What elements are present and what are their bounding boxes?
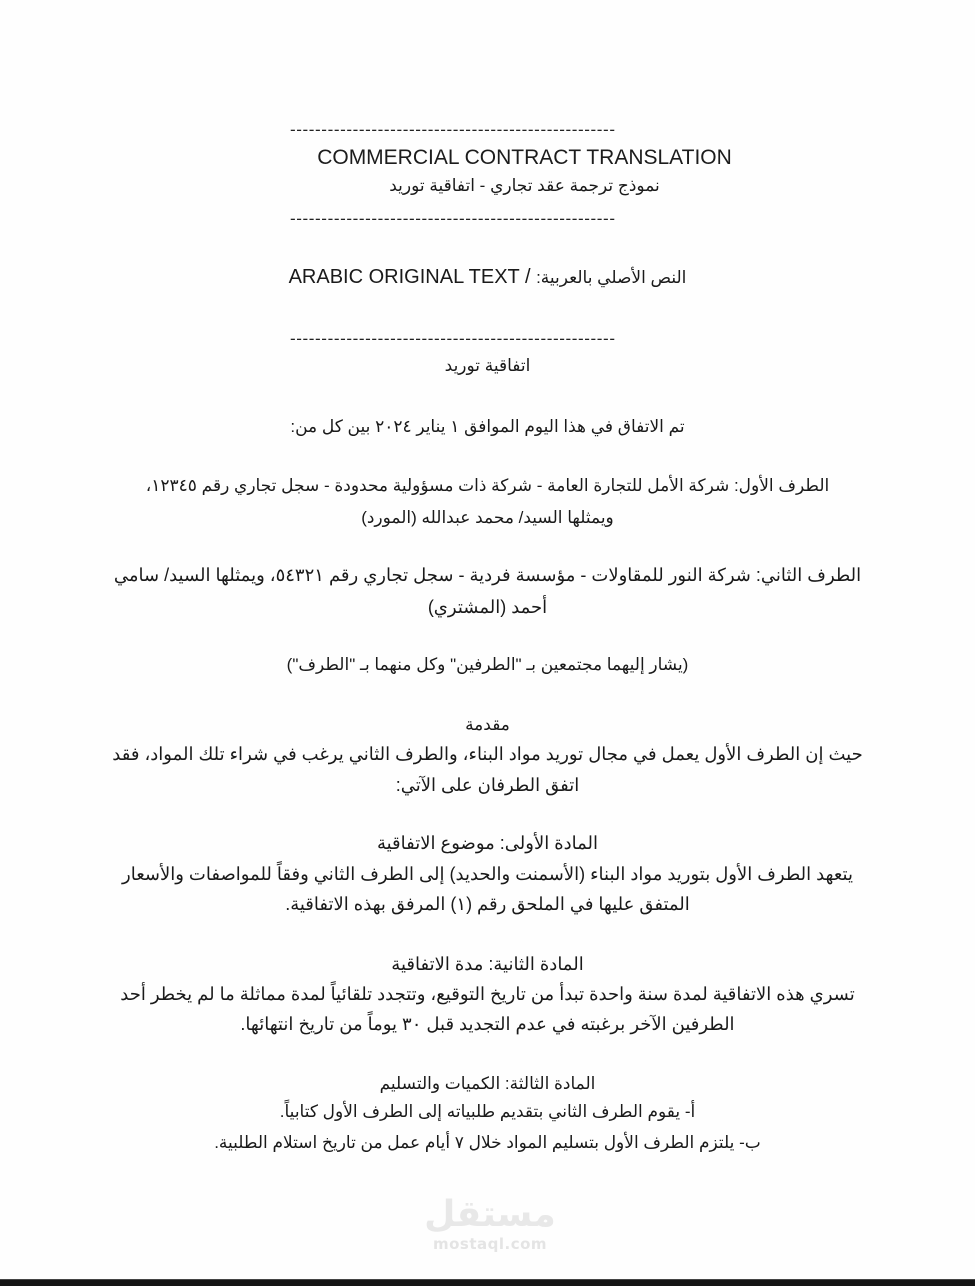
article-3-line-2: ب- يلتزم الطرف الأول بتسليم المواد خلال ٧ أيام عمل من تاريخ استلام الطلبية. [214,1133,761,1152]
watermark-logo-ar: مستقل [424,1194,556,1235]
article-2-heading: المادة الثانية: مدة الاتفاقية [391,954,584,974]
preamble-line-2: اتفق الطرفان على الآتي: [395,775,580,795]
party-one-line-1: الطرف الأول: شركة الأمل للتجارة العامة - شركة ذات مسؤولية محدودة - سجل تجاري رقم ١٢٣٤٥، [145,476,830,495]
parties-definition: (يشار إليهما مجتمعين بـ "الطرفين" وكل منهما بـ "الطرف") [286,655,689,674]
agreement-title: اتفاقية توريد [444,356,531,375]
article-3-line-1: أ- يقوم الطرف الثاني بتقديم طلبياته إلى الطرف الأول كتابياً. [279,1102,696,1121]
article-2-line-2: الطرفين الآخر برغبته في عدم التجديد قبل ٣٠ يوماً من تاريخ انتهائها. [240,1014,735,1034]
watermark-domain: mostaql.com [432,1235,548,1253]
party-two-line-1: الطرف الثاني: شركة النور للمقاولات - مؤسسة فردية - سجل تجاري رقم ٥٤٣٢١، ويمثلها السيد/ سامي [113,565,862,585]
preamble-heading: مقدمة [465,715,510,734]
mostaql-watermark [420,1195,560,1253]
article-1-line-2: المتفق عليها في الملحق رقم (١) المرفق بهذه الاتفاقية. [285,894,690,914]
separator-top: ---------------------------------------------------- [290,121,616,138]
section-label-en: ARABIC ORIGINAL TEXT / [288,266,531,288]
preamble-line-1: حيث إن الطرف الأول يعمل في مجال توريد مواد البناء، والطرف الثاني يرغب في شراء تلك المواد، فقد [112,744,863,764]
section-label-ar: النص الأصلي بالعربية: [536,268,687,287]
article-2-line-1: تسري هذه الاتفاقية لمدة سنة واحدة تبدأ من تاريخ التوقيع، وتتجدد تلقائياً لمدة مماثلة ما لم يخطر أحد [120,984,855,1004]
intro-line: تم الاتفاق في هذا اليوم الموافق ١ يناير ٢٠٢٤ بين كل من: [290,417,685,436]
separator-after-title: ---------------------------------------------------- [290,210,616,227]
party-two-line-2: أحمد (المشتري) [427,597,548,617]
article-1-heading: المادة الأولى: موضوع الاتفاقية [376,833,599,853]
article-3-heading: المادة الثالثة: الكميات والتسليم [379,1074,596,1093]
document-title-ar: نموذج ترجمة عقد تجاري - اتفاقية توريد [389,176,660,195]
separator-before-text: ---------------------------------------------------- [290,330,616,347]
document-title-en: COMMERCIAL CONTRACT TRANSLATION [317,146,732,169]
section-label [0,267,975,287]
party-one-line-2: ويمثلها السيد/ محمد عبدالله (المورد) [361,508,614,527]
article-1-line-1: يتعهد الطرف الأول بتوريد مواد البناء (الأسمنت والحديد) إلى الطرف الثاني وفقاً للمواصفات والأسعار [122,864,853,884]
